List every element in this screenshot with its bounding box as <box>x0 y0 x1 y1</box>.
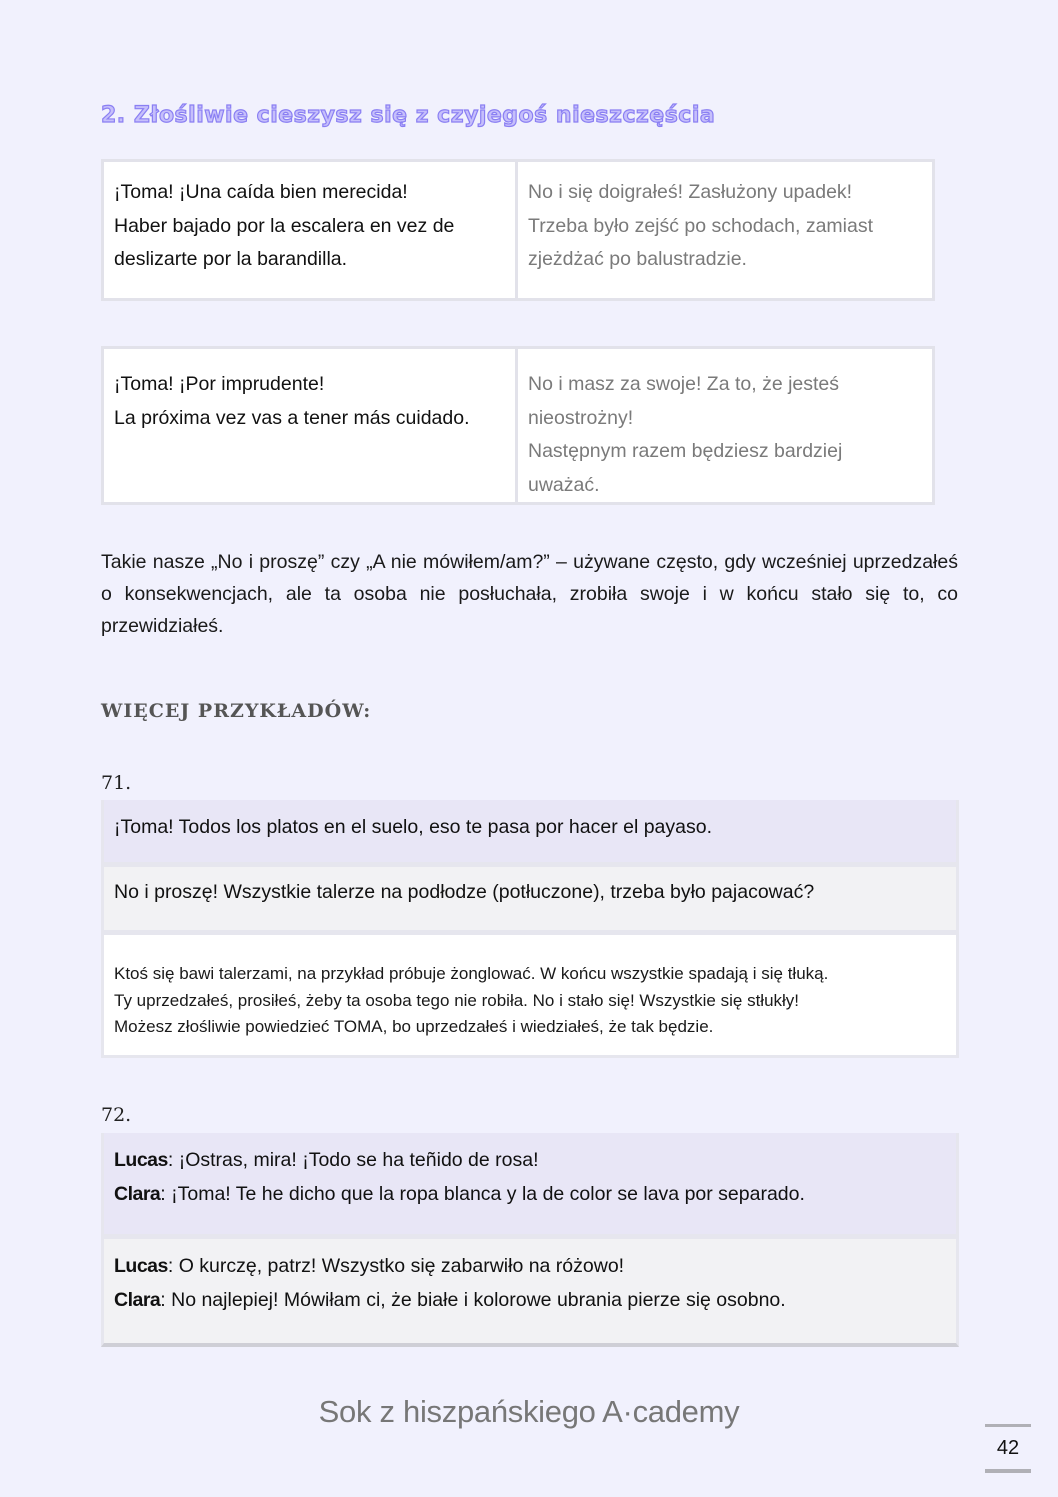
spanish-example <box>104 800 956 862</box>
explanation-paragraph: Takie nasze „No i proszę” czy „A nie mówiłem/am?” – używane często, gdy wcześniej uprzedzałeś o konsekwencjach, ale ta osoba nie posłuchała, zrobiła swoje i w końcu stało się to, co przewidziałeś. <box>101 551 958 637</box>
spanish-line: ¡Toma! ¡Una caída bien merecida! <box>114 181 408 203</box>
example-note <box>104 935 956 1055</box>
example-number: 72. <box>101 1104 132 1126</box>
page-number: 42 <box>996 1436 1020 1459</box>
polish-example <box>104 867 956 930</box>
translation-table-1 <box>101 159 935 301</box>
more-examples-heading: WIĘCEJ PRZYKŁADÓW: <box>101 700 372 722</box>
polish-line: No i się doigrałeś! Zasłużony upadek! <box>528 181 853 203</box>
polish-line: uważać. <box>528 473 600 496</box>
spanish-dialogue <box>104 1133 956 1234</box>
spanish-line: ¡Toma! Todos los platos en el suelo, eso te pasa por hacer el payaso. <box>114 816 712 838</box>
example-box-72 <box>101 1133 959 1347</box>
speaker-name: Lucas <box>114 1255 168 1277</box>
spanish-line: deslizarte por la barandilla. <box>114 248 348 270</box>
dialogue-text: : No najlepiej! Mówiłam ci, że białe i kolorowe ubrania pierze się osobno. <box>160 1288 786 1311</box>
section-heading: 2. Złośliwie cieszysz się z czyjegoś nieszczęścia <box>101 103 716 128</box>
polish-line: nieostrożny! <box>528 406 634 429</box>
polish-cell <box>518 162 932 298</box>
dialogue-line <box>114 1144 946 1178</box>
polish-dialogue <box>104 1239 956 1343</box>
spanish-line: Haber bajado por la escalera en vez de <box>114 214 455 237</box>
note-line: Ktoś się bawi talerzami, na przykład próbuje żonglować. W końcu wszystkie spadają i się tłuką. <box>114 964 829 983</box>
dialogue-line <box>114 1178 946 1212</box>
note-line: Ty uprzedzałeś, prosiłeś, żeby ta osoba tego nie robiła. No i stało się! Wszystkie się stłukły! <box>114 990 800 1010</box>
dialogue-text: : ¡Ostras, mira! ¡Todo se ha teñido de rosa! <box>167 1149 539 1171</box>
spanish-cell <box>104 349 518 502</box>
speaker-name: Lucas <box>114 1149 168 1171</box>
footer-brand: Sok z hiszpańskiego A·cademy <box>318 1394 740 1429</box>
polish-line: Następnym razem będziesz bardziej <box>528 440 843 462</box>
speaker-name: Clara <box>114 1182 161 1205</box>
dialogue-line <box>114 1250 946 1284</box>
page-number-box <box>985 1424 1031 1473</box>
speaker-name: Clara <box>114 1288 161 1311</box>
example-number: 71. <box>101 772 132 794</box>
polish-line: Trzeba było zejść po schodach, zamiast <box>528 214 874 237</box>
dialogue-line <box>114 1284 946 1318</box>
polish-line: No i masz za swoje! Za to, że jesteś <box>528 373 840 395</box>
translation-table-2 <box>101 346 935 505</box>
polish-line: zjeżdżać po balustradzie. <box>528 248 747 270</box>
spanish-line: La próxima vez vas a tener más cuidado. <box>114 406 470 429</box>
polish-cell <box>518 349 932 502</box>
polish-line: No i proszę! Wszystkie talerze na podłodze (potłuczone), trzeba było pajacować? <box>114 881 815 903</box>
spanish-cell <box>104 162 518 298</box>
dialogue-text: : ¡Toma! Te he dicho que la ropa blanca y la de color se lava por separado. <box>160 1182 805 1205</box>
dialogue-text: : O kurczę, patrz! Wszystko się zabarwiło na różowo! <box>167 1255 625 1277</box>
example-box-71 <box>101 800 959 1058</box>
note-line: Możesz złośliwie powiedzieć TOMA, bo uprzedzałeś i wiedziałeś, że tak będzie. <box>114 1017 714 1036</box>
spanish-line: ¡Toma! ¡Por imprudente! <box>114 373 325 395</box>
